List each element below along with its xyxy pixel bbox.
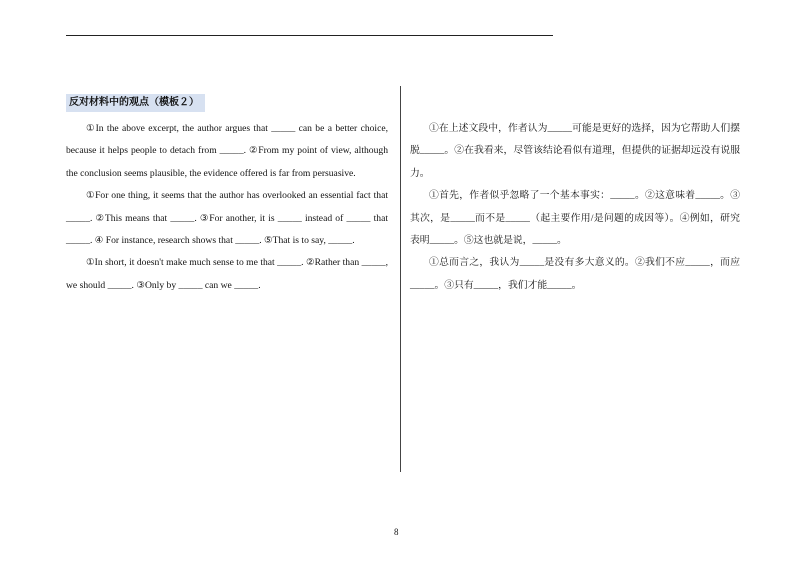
english-paragraph-1: ①In the above excerpt, the author argues that _____ can be a better choice, because it helps people to detach from _____. ②From my point of view, although the conclusion seems plausible, the evidence offered is far from persuasive. [66, 123, 388, 179]
header-rule [66, 35, 553, 36]
chinese-paragraph-2: ①首先，作者似乎忽略了一个基本事实：_____。②这意味着_____。③其次，是_____而不是_____（起主要作用/是问题的成因等）。④例如，研究表明_____。⑤这也就是说，_____。 [410, 190, 740, 247]
english-paragraph-3: ①In short, it doesn't make much sense to me that _____. ②Rather than _____, we should _____. ③Only by _____ can we _____. [66, 257, 388, 291]
section-title: 反对材料中的观点（模板２） [66, 94, 205, 112]
chinese-paragraph-3: ①总而言之，我认为_____是没有多大意义的。②我们不应_____，而应_____。③只有_____，我们才能_____。 [410, 257, 740, 291]
left-column [66, 92, 388, 297]
right-column [410, 118, 740, 297]
page-number: 8 [394, 527, 399, 537]
english-paragraph-2: ①For one thing, it seems that the author has overlooked an essential fact that _____. ②This means that _____. ③For another, it is _____ instead of _____ that _____. ④ For instance, research shows that _____. ⑤That is to say, _____. [66, 190, 388, 247]
column-divider [400, 86, 401, 472]
chinese-paragraph-1: ①在上述文段中，作者认为_____可能是更好的选择，因为它帮助人们摆脱_____。②在我看来，尽管该结论看似有道理，但提供的证据却远没有说服力。 [410, 123, 740, 179]
